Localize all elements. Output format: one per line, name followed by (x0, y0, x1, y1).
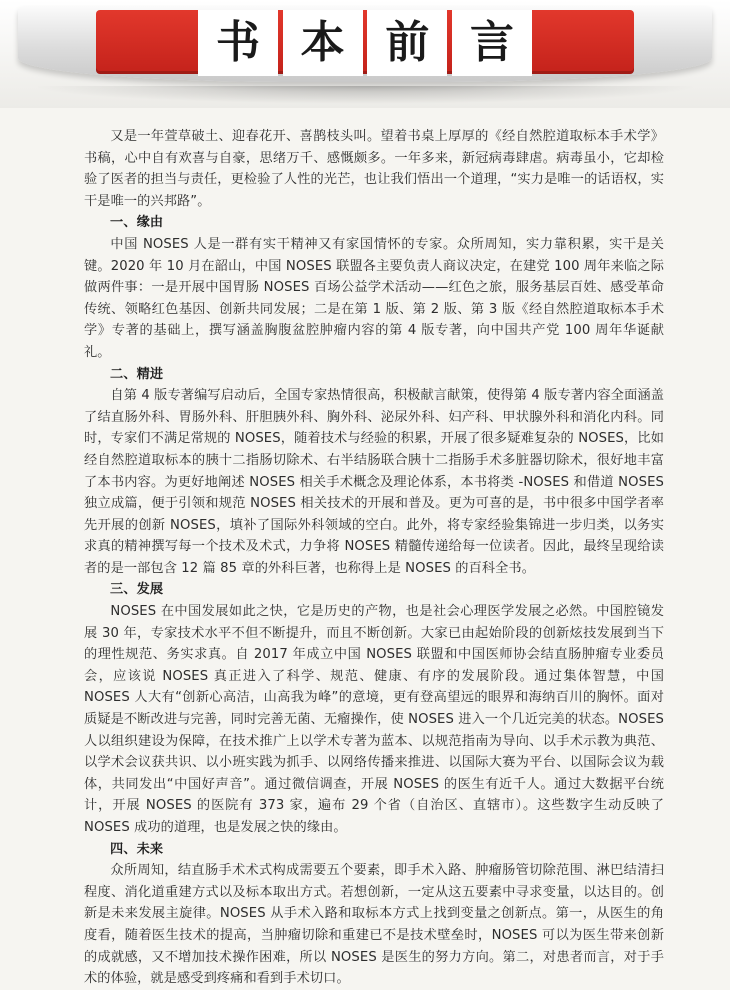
section-heading: 三、发展 (110, 582, 164, 598)
title-char-cell: 本 (285, 12, 361, 74)
preface-body (84, 126, 664, 990)
intro-paragraph: 又是一年萱草破土、迎春花开、喜鹊枝头叫。望着书桌上厚厚的《经自然腔道取标本手术学》书稿，心中自有欢喜与自豪，思绪万千、感慨颇多。一年多来，新冠病毒肆虐。病毒虽小，它却检验了医者的担当与责任，更检验了人性的光芒，也让我们悟出一个道理，“实力是唯一的话语权，实干是唯一的兴邦路”。 (84, 129, 664, 209)
title-char-cell: 言 (454, 12, 530, 74)
header-banner (0, 0, 730, 108)
section-paragraph: 中国 NOSES 人是一群有实干精神又有家国情怀的专家。众所周知，实力靠积累，实干是关键。2020 年 10 月在韶山，中国 NOSES 联盟各主要负责人商议决定，在建党 100 周年来临之际做两件事：一是开展中国胃肠 NOSES 百场公益学术活动——红色之旅，服务基层百姓、感受革命传统、领略红色基因、创新共同发展；二是在第 1 版、第 2 版、第 3 版《经自然腔道取标本手术学》专著的基础上，撰写涵盖胸腹盆腔肿瘤内容的第 4 版专著，向中国共产党 100 周年华诞献礼。 (84, 236, 664, 360)
section-heading: 一、缘由 (110, 215, 164, 231)
section-heading: 四、未来 (110, 841, 164, 857)
title-char-cell: 前 (369, 12, 445, 74)
section-paragraph: 自第 4 版专著编写启动后，全国专家热情很高，积极献言献策，使得第 4 版专著内容全面涵盖了结直肠外科、胃肠外科、肝胆胰外科、胸外科、泌尿外科、妇产科、甲状腺外科和消化内科。同时，专家们不满足常规的 NOSES，随着技术与经验的积累，开展了很多疑难复杂的 NOSES，比如经自然腔道取标本的胰十二指肠切除术、右半结肠联合胰十二指肠手术多脏器切除术，很好地丰富了本书内容。为更好地阐述 NOSES 相关手术概念及理论体系，本书将类 -NOSES 和借道 NOSES 独立成篇，便于引领和规范 NOSES 相关技术的开展和普及。更为可喜的是，书中很多中国学者率先开展的创新 NOSES，填补了国际外科领域的空白。此外，将专家经验集锦进一步归类，以务实求真的精神撰写每一个技术及术式，力争将 NOSES 精髓传递给每一位读者。因此，最终呈现给读者的是一部包含 12 篇 85 章的外科巨著，也称得上是 NOSES 的百科全书。 (84, 388, 664, 576)
banner-drop-shadow (30, 86, 700, 104)
page-title (200, 12, 530, 74)
section-heading: 二、精进 (110, 366, 164, 382)
section-paragraph: 众所周知，结直肠手术术式构成需要五个要素，即手术入路、肿瘤肠管切除范围、淋巴结清扫程度、消化道重建方式以及标本取出方式。若想创新，一定从这五要素中寻求变量，以达目的。创新是未来发展主旋律。NOSES 从手术入路和取标本方式上找到变量之创新点。第一，从医生的角度看，随着医生技术的提高，当肿瘤切除和重建已不是技术壁垒时，NOSES 可以为医生带来创新的成就感，又不增加技术操作困难，所以 NOSES 是医生的努力方向。第二，对患者而言，对于手术的体验，就是感受到疼痛和看到手术切口。 (84, 863, 664, 987)
title-char-cell: 书 (200, 12, 276, 74)
section-paragraph: NOSES 在中国发展如此之快，它是历史的产物，也是社会心理医学发展之必然。中国腔镜发展 30 年，专家技术水平不但不断提升，而且不断创新。大家已由起始阶段的创新炫技发展到当下的理性规范、务实求真。自 2017 年成立中国 NOSES 联盟和中国医师协会结直肠肿瘤专业委员会，应该说 NOSES 真正进入了科学、规范、健康、有序的发展阶段。通过集体智慧，中国 NOSES 人大有“创新心高洁，山高我为峰”的意境，更有登高望远的眼界和海纳百川的胸怀。面对质疑是不断改进与完善，同时完善无菌、无瘤操作，使 NOSES 进入一个几近完美的状态。NOSES 人以组织建设为保障，在技术推广上以学术专著为蓝本、以规范指南为导向、以手术示教为典范、以学术会议获共识、以小班实践为抓手、以网络传播来推进、以国际大赛为平台、以国际会议为载体，共同发出“中国好声音”。通过微信调查，开展 NOSES 的医生有近千人。通过大数据平台统计，开展 NOSES 的医院有 373 家，遍布 29 个省（自治区、直辖市）。这些数字生动反映了 NOSES 成功的道理，也是发展之快的缘由。 (84, 604, 664, 835)
